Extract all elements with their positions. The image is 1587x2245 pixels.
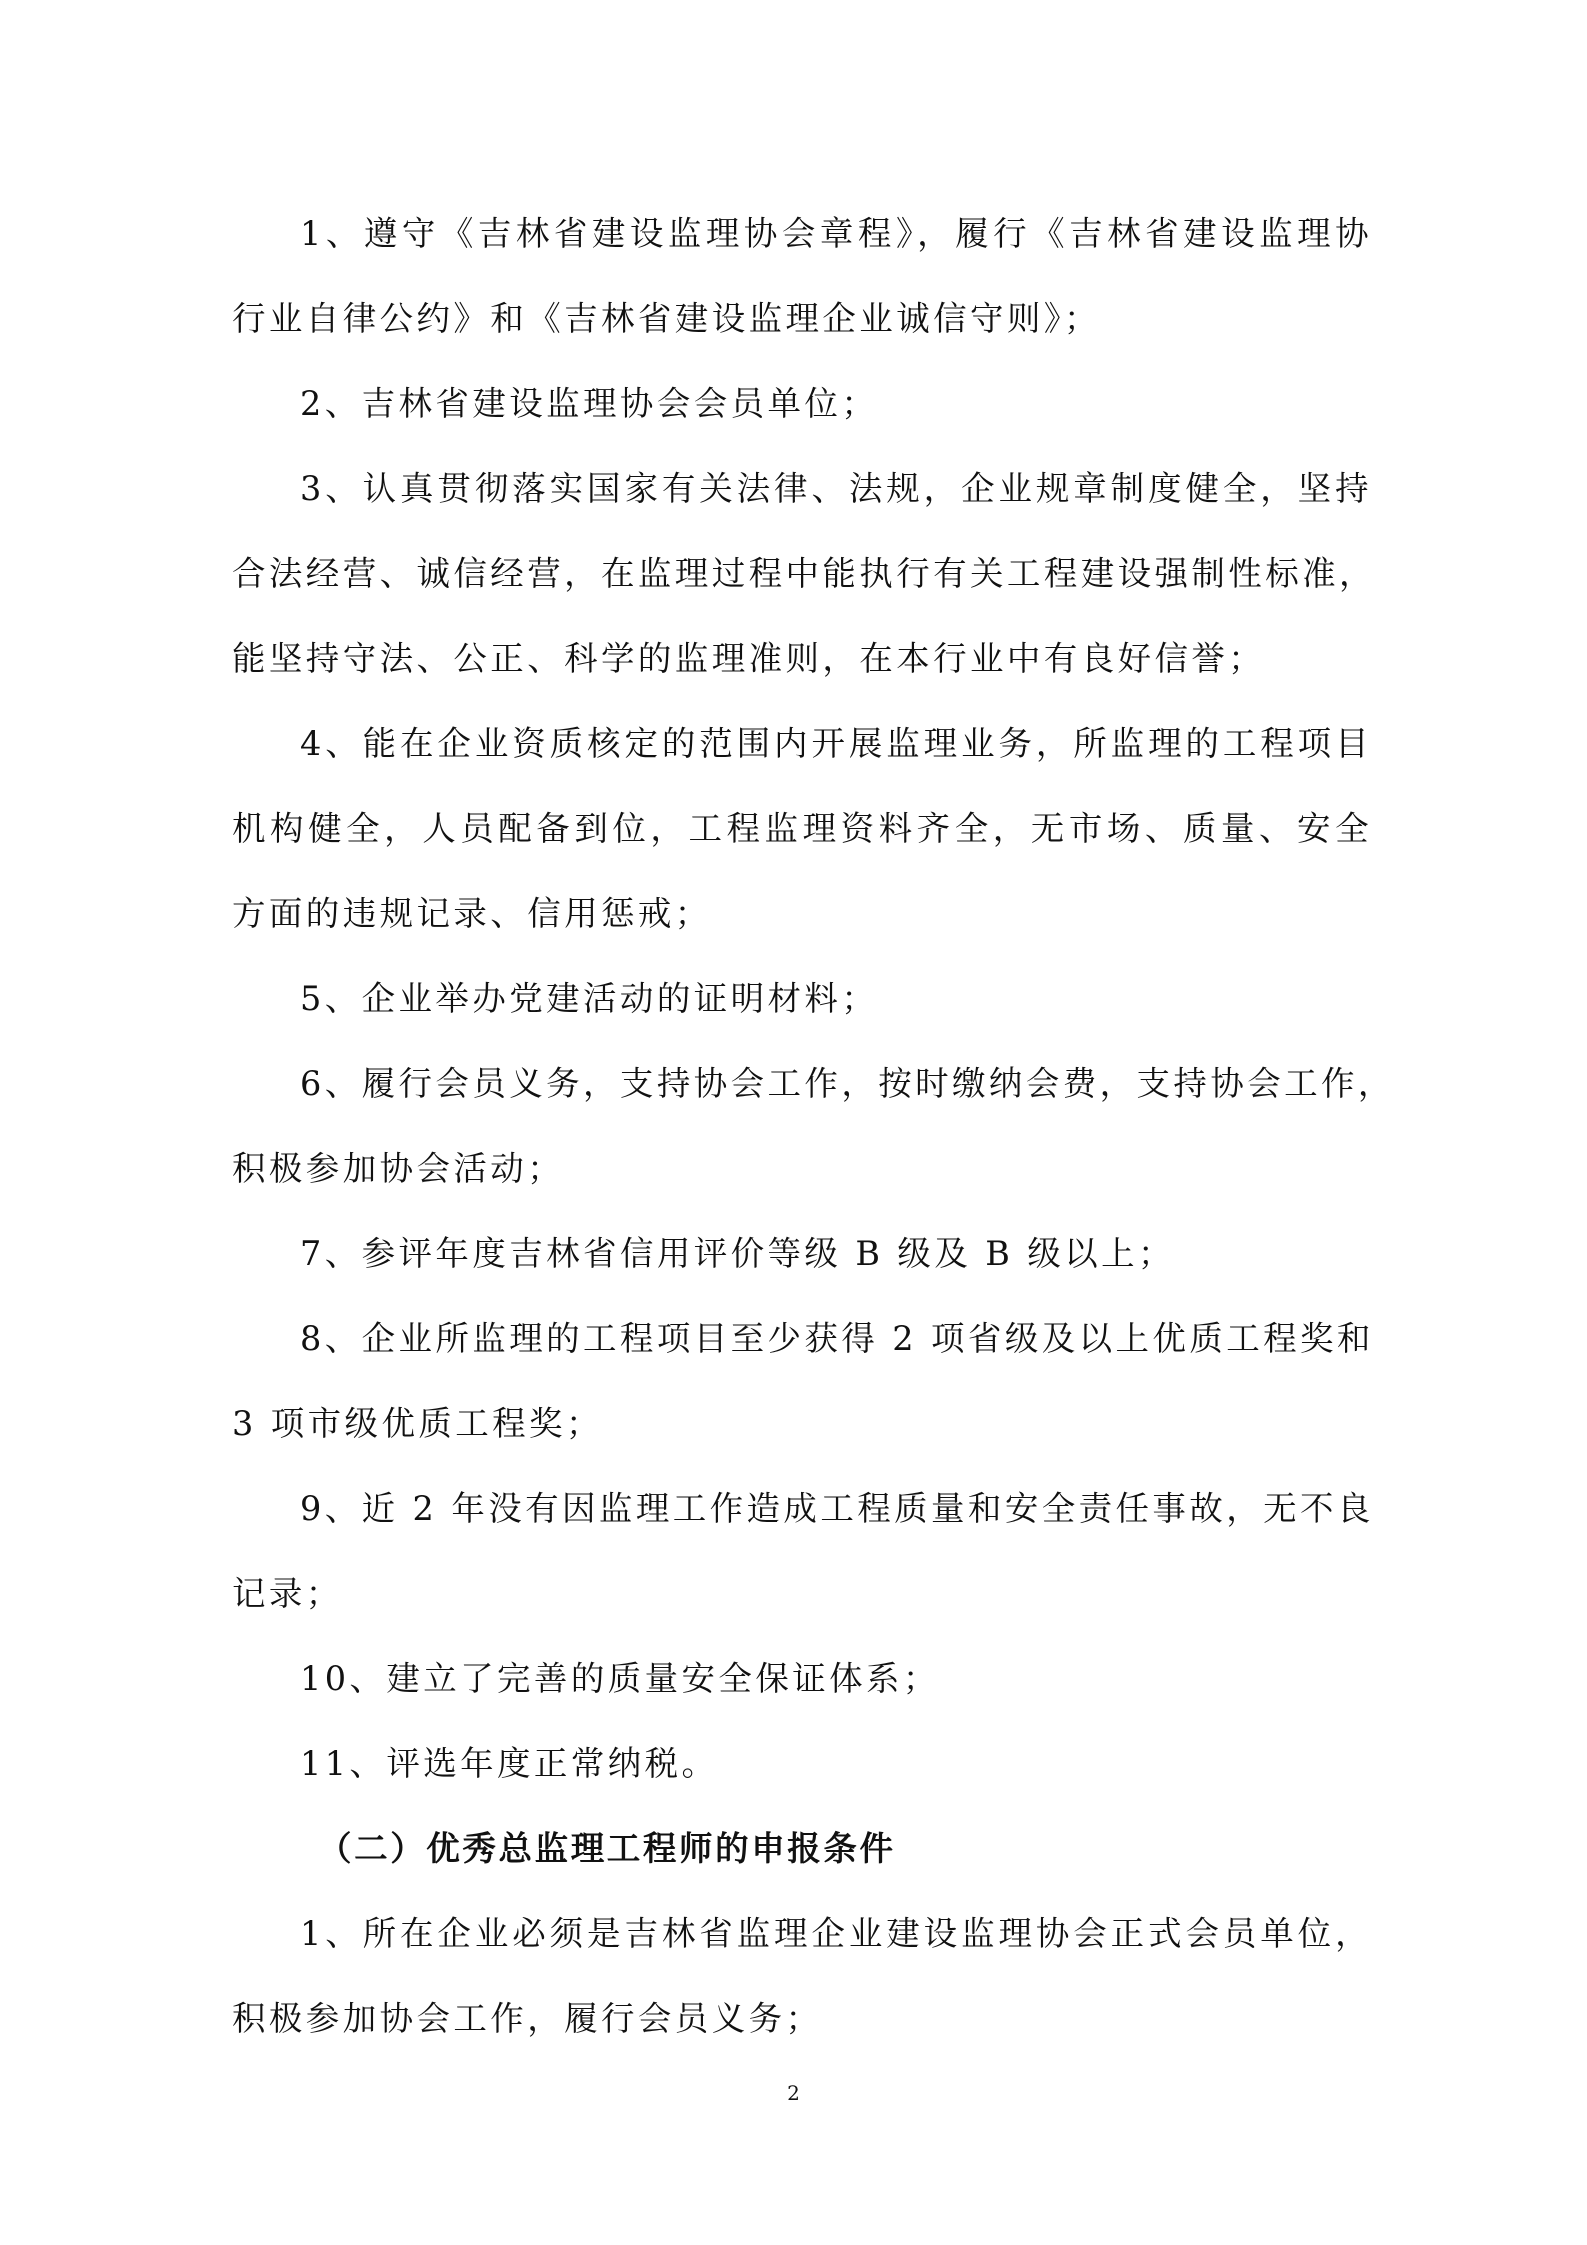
paragraph-line-item-3: 3、认真贯彻落实国家有关法律、法规，企业规章制度健全，坚持 (300, 469, 1372, 508)
paragraph-line-item-4-cont-1: 机构健全，人员配备到位，工程监理资料齐全，无市场、质量、安全 (232, 809, 1372, 848)
paragraph-line-item-1-cont: 行业自律公约》和《吉林省建设监理企业诚信守则》； (232, 299, 1101, 338)
paragraph-line-item-7: 7、参评年度吉林省信用评价等级 B 级及 B 级以上； (300, 1234, 1175, 1273)
paragraph-line-item-2: 2、吉林省建设监理协会会员单位； (300, 384, 879, 423)
section-heading: （二）优秀总监理工程师的申报条件 (318, 1829, 896, 1868)
paragraph-line-item-11: 11、评选年度正常纳税。 (300, 1744, 719, 1783)
paragraph-line-item-5: 5、企业举办党建活动的证明材料； (300, 979, 879, 1018)
paragraph-line-item-6-cont: 积极参加协会活动； (232, 1149, 565, 1188)
paragraph-line-item-8-cont: 3 项市级优质工程奖； (232, 1404, 603, 1443)
paragraph-line-item-6: 6、履行会员义务，支持协会工作，按时缴纳会费，支持协会工作， (300, 1064, 1395, 1103)
paragraph-line-item-1: 1、遵守《吉林省建设监理协会章程》，履行《吉林省建设监理协 (300, 214, 1372, 253)
paragraph-line-item-4: 4、能在企业资质核定的范围内开展监理业务，所监理的工程项目 (300, 724, 1372, 763)
paragraph-line-item-3-cont-2: 能坚持守法、公正、科学的监理准则，在本行业中有良好信誉； (232, 639, 1266, 678)
paragraph-line-item-3-cont-1: 合法经营、诚信经营，在监理过程中能执行有关工程建设强制性标准， (232, 554, 1376, 593)
paragraph-line-item-9-cont: 记录； (232, 1574, 343, 1613)
paragraph-line-item-9: 9、近 2 年没有因监理工作造成工程质量和安全责任事故，无不良 (300, 1489, 1374, 1528)
paragraph-line-section2-item-1: 1、所在企业必须是吉林省监理企业建设监理协会正式会员单位， (300, 1914, 1372, 1953)
paragraph-line-section2-item-1-cont: 积极参加协会工作，履行会员义务； (232, 1999, 823, 2038)
paragraph-line-item-8: 8、企业所监理的工程项目至少获得 2 项省级及以上优质工程奖和 (300, 1319, 1374, 1358)
page-number: 2 (787, 2081, 800, 2105)
paragraph-line-item-4-cont-2: 方面的违规记录、信用惩戒； (232, 894, 712, 933)
paragraph-line-item-10: 10、建立了完善的质量安全保证体系； (300, 1659, 940, 1698)
